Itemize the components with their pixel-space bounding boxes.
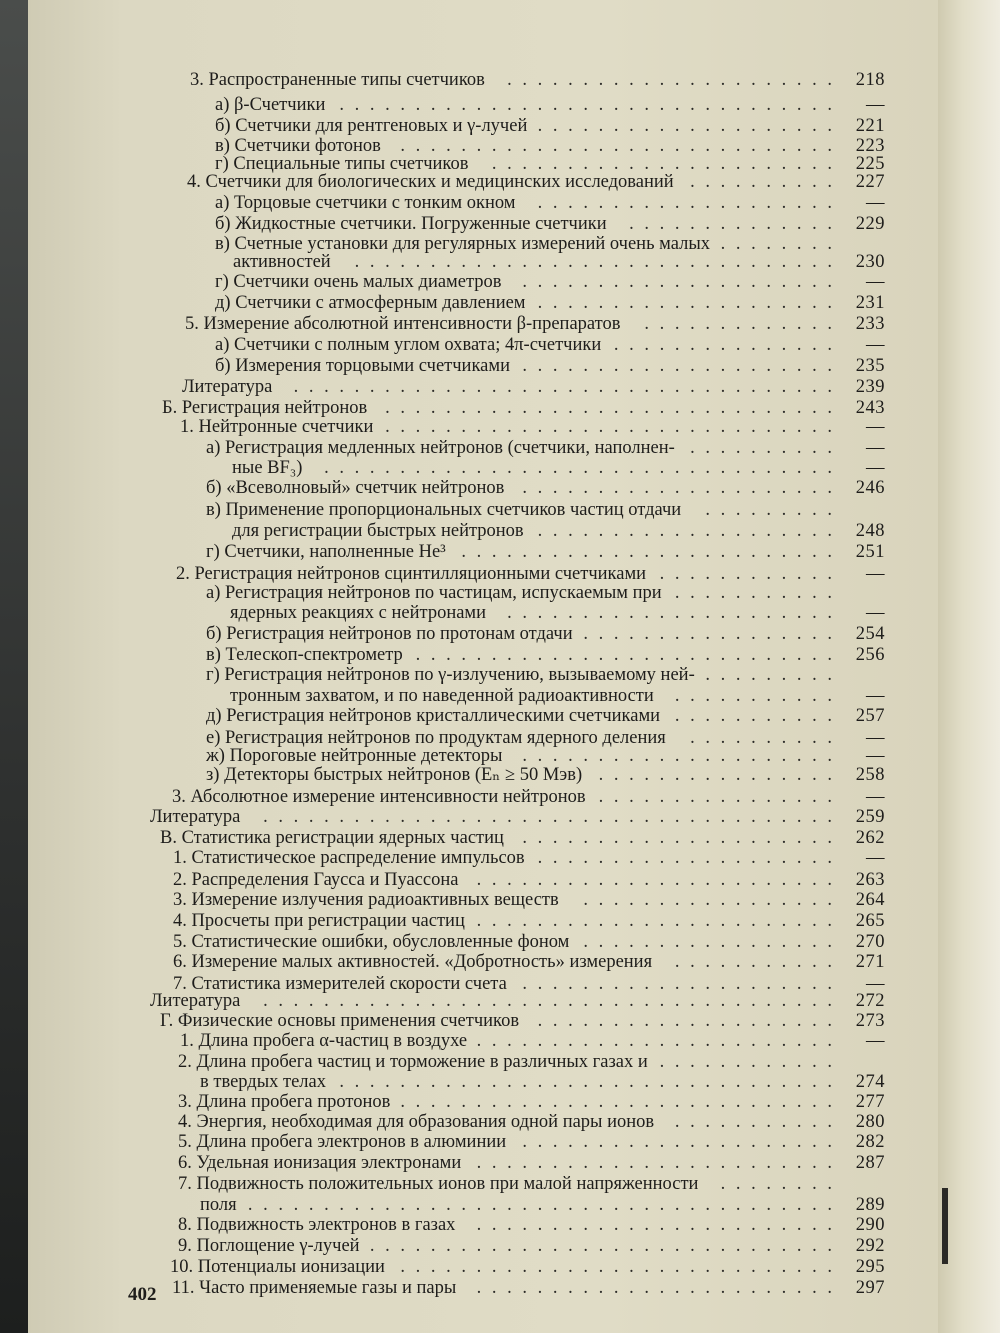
leader-dots: . . . . . . . . . . . . . . . . . . . . . . . . . . . . . . . . . .: [324, 458, 835, 478]
toc-entry-title: Б. Регистрация нейтронов: [162, 398, 368, 418]
leader-dots: . . . . . . . . . . .: [674, 706, 835, 726]
toc-entry-page: —: [866, 458, 885, 478]
leader-dots: . . . . . . . . . . . . . . . . . . . . . . . . . . . . . . . . . . . . . .: [263, 991, 835, 1011]
toc-entry-title: ж) Пороговые нейтронные детекторы: [206, 746, 503, 766]
toc-entry-title: б) «Всеволновый» счетчик нейтронов: [206, 478, 505, 498]
toc-entry-page: 265: [855, 911, 885, 931]
toc-entry-title: поля: [200, 1195, 237, 1215]
toc-entry-page: 270: [855, 932, 885, 952]
toc-entry-page: —: [866, 787, 885, 807]
toc-entry-page: 227: [855, 172, 885, 192]
toc-entry-title: В. Статистика регистрации ядерных частиц: [160, 828, 504, 848]
leader-dots: . . . . . . . .: [720, 1174, 835, 1194]
toc-entry: [206, 540, 885, 564]
toc-entry-page: 257: [855, 706, 885, 726]
toc-entry-page: 231: [855, 293, 885, 313]
leader-dots: . . . . . . . . . . . . . . . .: [598, 765, 835, 785]
toc-entry-title: а) Счетчики с полным углом охвата; 4π-счетчики: [215, 335, 602, 355]
toc-entry: [206, 704, 885, 728]
leader-dots: . . . . . . . . .: [705, 500, 835, 520]
toc-entry-page: 225: [855, 154, 885, 174]
toc-entry-title: 4. Энергия, необходимая для образования одной пары ионов: [178, 1112, 655, 1132]
toc-entry-title: а) β-Счетчики: [215, 95, 326, 115]
toc-entry-title: г) Счетчики очень малых диаметров: [215, 272, 502, 292]
toc-entry-title: 4. Счетчики для биологических и медицинских исследований: [187, 172, 674, 192]
toc-entry-page: —: [866, 335, 885, 355]
leader-dots: . . . . . . . . . . . . . . . . . . . . . . . .: [476, 1153, 835, 1173]
leader-dots: . . . . . . . . . .: [690, 172, 835, 192]
leader-dots: . . . . . . . . . . . . . . .: [613, 335, 835, 355]
leader-dots: . . . . . . . . . . . . . . . . . . . . .: [522, 974, 835, 994]
toc-entry-page: —: [866, 95, 885, 115]
leader-dots: . . . . . . . . .: [705, 665, 835, 685]
toc-entry-title: г) Регистрация нейтронов по γ-излучению, вызываемому ней-: [206, 665, 695, 685]
leader-dots: . . . . . . . . . . . . . . . . .: [583, 890, 835, 910]
leader-dots: . . . . . . . . . . . . . . . . . . . . . . . . . . . .: [415, 645, 835, 665]
leader-dots: . . . . . . . . . . . . . . . . . . . .: [537, 521, 835, 541]
leader-dots: . . . . . . . . . . .: [674, 583, 835, 603]
toc-entry-title: 3. Измерение излучения радиоактивных веществ: [173, 890, 559, 910]
toc-entry-title: г) Специальные типы счетчиков: [215, 154, 469, 174]
leader-dots: . . . . . . . . . . . . . . . . . . . . .: [522, 828, 835, 848]
toc-entry-title: 9. Поглощение γ-лучей: [178, 1236, 360, 1256]
toc-entry-title: Литература: [150, 807, 241, 827]
leader-dots: . . . . . . . . . . . . . . . . . . . . . .: [507, 70, 835, 90]
page-number: 402: [128, 1284, 157, 1305]
toc-entry-page: 246: [855, 478, 885, 498]
toc-entry-page: 254: [855, 624, 885, 644]
toc-entry-page: —: [866, 728, 885, 748]
toc-entry-page: 256: [855, 645, 885, 665]
toc-entry-title: 10. Потенциалы ионизации: [170, 1257, 385, 1277]
toc-entry-title: а) Торцовые счетчики с тонким окном: [215, 193, 516, 213]
toc-entry-page: —: [866, 848, 885, 868]
leader-dots: . . . . . . . . . . . . . . . . . . . . . .: [507, 603, 835, 623]
toc-entry-page: 258: [855, 765, 885, 785]
toc-entry-page: —: [866, 603, 885, 623]
toc-entry-page: 233: [855, 314, 885, 334]
toc-entry-title: д) Счетчики с атмосферным давлением: [215, 293, 526, 313]
toc-entry-page: 264: [855, 890, 885, 910]
toc-entry-title: в твердых телах: [200, 1072, 326, 1092]
toc-entry-page: 229: [855, 214, 885, 234]
toc-entry-title: в) Телескоп-спектрометр: [206, 645, 403, 665]
toc-entry-title: б) Жидкостные счетчики. Погруженные счетчики: [215, 214, 607, 234]
leader-dots: . . . . . . . . . . . . . . . . . . . . . . . .: [476, 1278, 835, 1298]
toc-entry-page: 277: [855, 1092, 885, 1112]
leader-dots: . . . . . . . . . . . . . .: [629, 214, 835, 234]
toc-entry-title: в) Счетные установки для регулярных измерений очень малых: [215, 234, 710, 254]
toc-entry-title: 8. Подвижность электронов в газах: [178, 1215, 456, 1235]
toc-entry-page: 248: [855, 521, 885, 541]
toc-entry-page: 218: [855, 70, 885, 90]
leader-dots: . . . . . . . . . . . . . . . . . . . . .: [522, 356, 835, 376]
toc-entry-title: е) Регистрация нейтронов по продуктам ядерного деления: [206, 728, 666, 748]
toc-entry-page: —: [866, 746, 885, 766]
leader-dots: . . . . . . . . . . . . . . . . . . . . . . . . . . . . . . . . . . . .: [293, 377, 835, 397]
leader-dots: . . . . . . . . . . . . . . . . . . . .: [537, 848, 835, 868]
toc-entry-title: для регистрации быстрых нейтронов: [232, 521, 524, 541]
toc-entry-title: з) Детекторы быстрых нейтронов (Eₙ ≥ 50 Мэв): [206, 765, 583, 785]
leader-dots: . . . . . . . . . . .: [674, 952, 835, 972]
toc-entry-page: 251: [855, 542, 885, 562]
toc-entry-title: а) Регистрация медленных нейтронов (счетчики, наполнен-: [206, 438, 675, 458]
leader-dots: . . . . . . . . . . . . . . . . . . . .: [537, 1011, 835, 1031]
toc-entry: [172, 1276, 885, 1300]
toc-entry-page: —: [866, 974, 885, 994]
toc-entry-title: д) Регистрация нейтронов кристаллическими счетчиками: [206, 706, 661, 726]
toc-entry-page: —: [866, 272, 885, 292]
leader-dots: . . . . . . . . . . . . . . . . . . . .: [537, 293, 835, 313]
toc-entry: [190, 68, 885, 92]
toc-entry-title: ные BF₃): [232, 458, 303, 478]
leader-dots: . . . . . . . . . . . . . . . . . . . .: [537, 116, 835, 136]
toc-entry-page: 235: [855, 356, 885, 376]
leader-dots: . . . . . . . . . . . . . . . . . . . . .: [522, 478, 835, 498]
toc-entry-page: 273: [855, 1011, 885, 1031]
toc-entry-title: тронным захватом, и по наведенной радиоактивности: [230, 686, 654, 706]
toc-entry-title: 1. Нейтронные счетчики: [180, 417, 374, 437]
toc-entry-page: —: [866, 417, 885, 437]
toc-entry-page: 295: [855, 1257, 885, 1277]
toc-entry-page: 243: [855, 398, 885, 418]
toc-entry-title: 4. Просчеты при регистрации частиц: [173, 911, 465, 931]
toc-entry: [173, 950, 885, 974]
toc-entry-title: 1. Статистическое распределение импульсов: [173, 848, 525, 868]
leader-dots: . . . . . . . . . . . . . . . . .: [583, 932, 835, 952]
toc-entry-title: в) Счетчики фотонов: [215, 136, 381, 156]
leader-dots: . . . . . . . . . . . . . . . . .: [583, 624, 835, 644]
toc-entry-page: 282: [855, 1132, 885, 1152]
toc-entry-title: 3. Длина пробега протонов: [178, 1092, 391, 1112]
toc-entry-title: 7. Подвижность положительных ионов при малой напряженности: [178, 1174, 699, 1194]
leader-dots: . . . . . . . . . . . . . . . . . . . . . . . . . . . . . . . . .: [339, 1072, 835, 1092]
leader-dots: . . . . . . . . . . . . . . . .: [598, 787, 835, 807]
toc-entry-title: Литература: [150, 991, 241, 1011]
leader-dots: . . . . . . . . . . . . . . . . . . . . . . . .: [476, 1215, 835, 1235]
leader-dots: . . . . . . . . . . . . . . . . . . . . . . . . . . . . .: [400, 136, 835, 156]
leader-dots: . . . . . . . . . . .: [674, 1112, 835, 1132]
leader-dots: . . . . . . . . . . . . . . . . . . . . . . . . . . . . . . . . . . . . . . .: [247, 1195, 835, 1215]
toc-entry-page: 289: [855, 1195, 885, 1215]
leader-dots: . . . . . . . . . . . .: [659, 1052, 835, 1072]
toc-entry-title: ядерных реакциях с нейтронами: [230, 603, 487, 623]
toc-entry-title: 5. Статистические ошибки, обусловленные фоном: [173, 932, 570, 952]
leader-dots: . . . . . . . . . . . .: [659, 564, 835, 584]
toc-entry-page: 223: [855, 136, 885, 156]
leader-dots: . . . . . . . . . . . . . . . . . . . . . . . . .: [461, 542, 835, 562]
toc-entry-title: в) Применение пропорциональных счетчиков частиц отдачи: [206, 500, 682, 520]
leader-dots: . . . . . . . . . . . . . . . . . . . . . . . . . . . . . . . . .: [339, 95, 835, 115]
toc-entry-page: 221: [855, 116, 885, 136]
toc-entry-page: 272: [855, 991, 885, 1011]
leader-dots: . . . . . . . . . .: [690, 728, 835, 748]
toc-entry-page: —: [866, 1031, 885, 1051]
leader-dots: . . . . . . . . . . . . . . . . . . . . . . . . . . . . .: [400, 1092, 835, 1112]
toc-entry-title: 2. Регистрация нейтронов сцинтилляционными счетчиками: [176, 564, 647, 584]
toc-entry: [173, 846, 885, 870]
toc-entry-title: б) Счетчики для рентгеновых и γ-лучей: [215, 116, 528, 136]
toc-entry-page: 287: [855, 1153, 885, 1173]
toc-entry-title: 2. Длина пробега частиц и торможение в различных газах и: [178, 1052, 648, 1072]
toc-entry-page: 280: [855, 1112, 885, 1132]
toc-entry-page: —: [866, 564, 885, 584]
toc-entry-title: б) Регистрация нейтронов по протонам отдачи: [206, 624, 573, 644]
leader-dots: . . . . . . . . . . . . . . . . . . . . . . . .: [476, 1031, 835, 1051]
toc-entry-page: 262: [855, 828, 885, 848]
toc-entry-title: г) Счетчики, наполненные He³: [206, 542, 446, 562]
leader-dots: . . . . . . . . . . . . . . . . . . . . . . . . . . . . . .: [385, 398, 835, 418]
toc-entry-page: —: [866, 438, 885, 458]
toc-entry-title: 3. Абсолютное измерение интенсивности нейтронов: [172, 787, 586, 807]
toc-entry-page: 259: [855, 807, 885, 827]
leader-dots: . . . . . . . . . . . . . . . . . . . . . . . .: [476, 870, 835, 890]
toc-entry-title: Г. Физические основы применения счетчиков: [160, 1011, 520, 1031]
toc-entry-title: 5. Измерение абсолютной интенсивности β-препаратов: [185, 314, 621, 334]
leader-dots: . . . . . . . . . . . . . . . . . . . . . . . . . . . . . .: [385, 417, 835, 437]
leader-dots: . . . . . . . . . . . . .: [644, 314, 835, 334]
toc-entry-title: 3. Распространенные типы счетчиков: [190, 70, 485, 90]
bookmark-ribbon: [942, 1188, 948, 1264]
toc-entry: [206, 476, 885, 500]
leader-dots: . . . . . . . . . .: [690, 438, 835, 458]
toc-entry-page: 230: [855, 252, 885, 272]
leader-dots: . . . . . . . . . . . . . . . . . . . . .: [522, 272, 835, 292]
leader-dots: . . . . . . . . . . . . . . . . . . . . . . .: [491, 154, 835, 174]
toc-entry-page: 274: [855, 1072, 885, 1092]
book-gutter: [938, 0, 1000, 1333]
toc-entry-page: —: [866, 193, 885, 213]
leader-dots: . . . . . . . .: [720, 234, 835, 254]
toc-entry-page: 239: [855, 377, 885, 397]
toc-entry-title: 6. Удельная ионизация электронами: [178, 1153, 462, 1173]
toc-entry-title: активностей: [233, 252, 331, 272]
toc-entry-title: 11. Часто применяемые газы и пары: [172, 1278, 457, 1298]
leader-dots: . . . . . . . . . . . . . . . . . . . .: [537, 193, 835, 213]
toc-entry-title: б) Измерения торцовыми счетчиками: [215, 356, 510, 376]
toc-entry-page: 263: [855, 870, 885, 890]
toc-entry-title: 6. Измерение малых активностей. «Добротность» измерения: [173, 952, 653, 972]
leader-dots: . . . . . . . . . . . . . . . . . . . . .: [522, 746, 835, 766]
leader-dots: . . . . . . . . . . . . . . . . . . . . . . . . . . . . . . . . . . . . . .: [263, 807, 835, 827]
toc-entry-page: 297: [855, 1278, 885, 1298]
toc-entry-page: —: [866, 686, 885, 706]
toc-entry-title: 1. Длина пробега α-частиц в воздухе: [180, 1031, 468, 1051]
leader-dots: . . . . . . . . . . . . . . . . . . . . . . . . . . . . . . .: [369, 1236, 835, 1256]
toc-entry-title: Литература: [182, 377, 273, 397]
leader-dots: . . . . . . . . . . . . . . . . . . . . .: [522, 1132, 835, 1152]
toc-entry-title: 2. Распределения Гаусса и Пуассона: [173, 870, 459, 890]
leader-dots: . . . . . . . . . . . . . . . . . . . . . . . . . . . . .: [400, 1257, 835, 1277]
toc-entry-title: 5. Длина пробега электронов в алюминии: [178, 1132, 507, 1152]
leader-dots: . . . . . . . . . . . . . . . . . . . . . . . . . . . . . . . .: [354, 252, 835, 272]
leader-dots: . . . . . . . . . . . . . . . . . . . . . . . .: [476, 911, 835, 931]
toc-entry-page: 292: [855, 1236, 885, 1256]
toc-entry-page: 290: [855, 1215, 885, 1235]
toc-entry-title: 7. Статистика измерителей скорости счета: [173, 974, 507, 994]
leader-dots: . . . . . . . . . . .: [674, 686, 835, 706]
toc-entry-page: 271: [855, 952, 885, 972]
toc-entry-title: а) Регистрация нейтронов по частицам, испускаемым при: [206, 583, 662, 603]
toc-entry: [206, 763, 885, 787]
